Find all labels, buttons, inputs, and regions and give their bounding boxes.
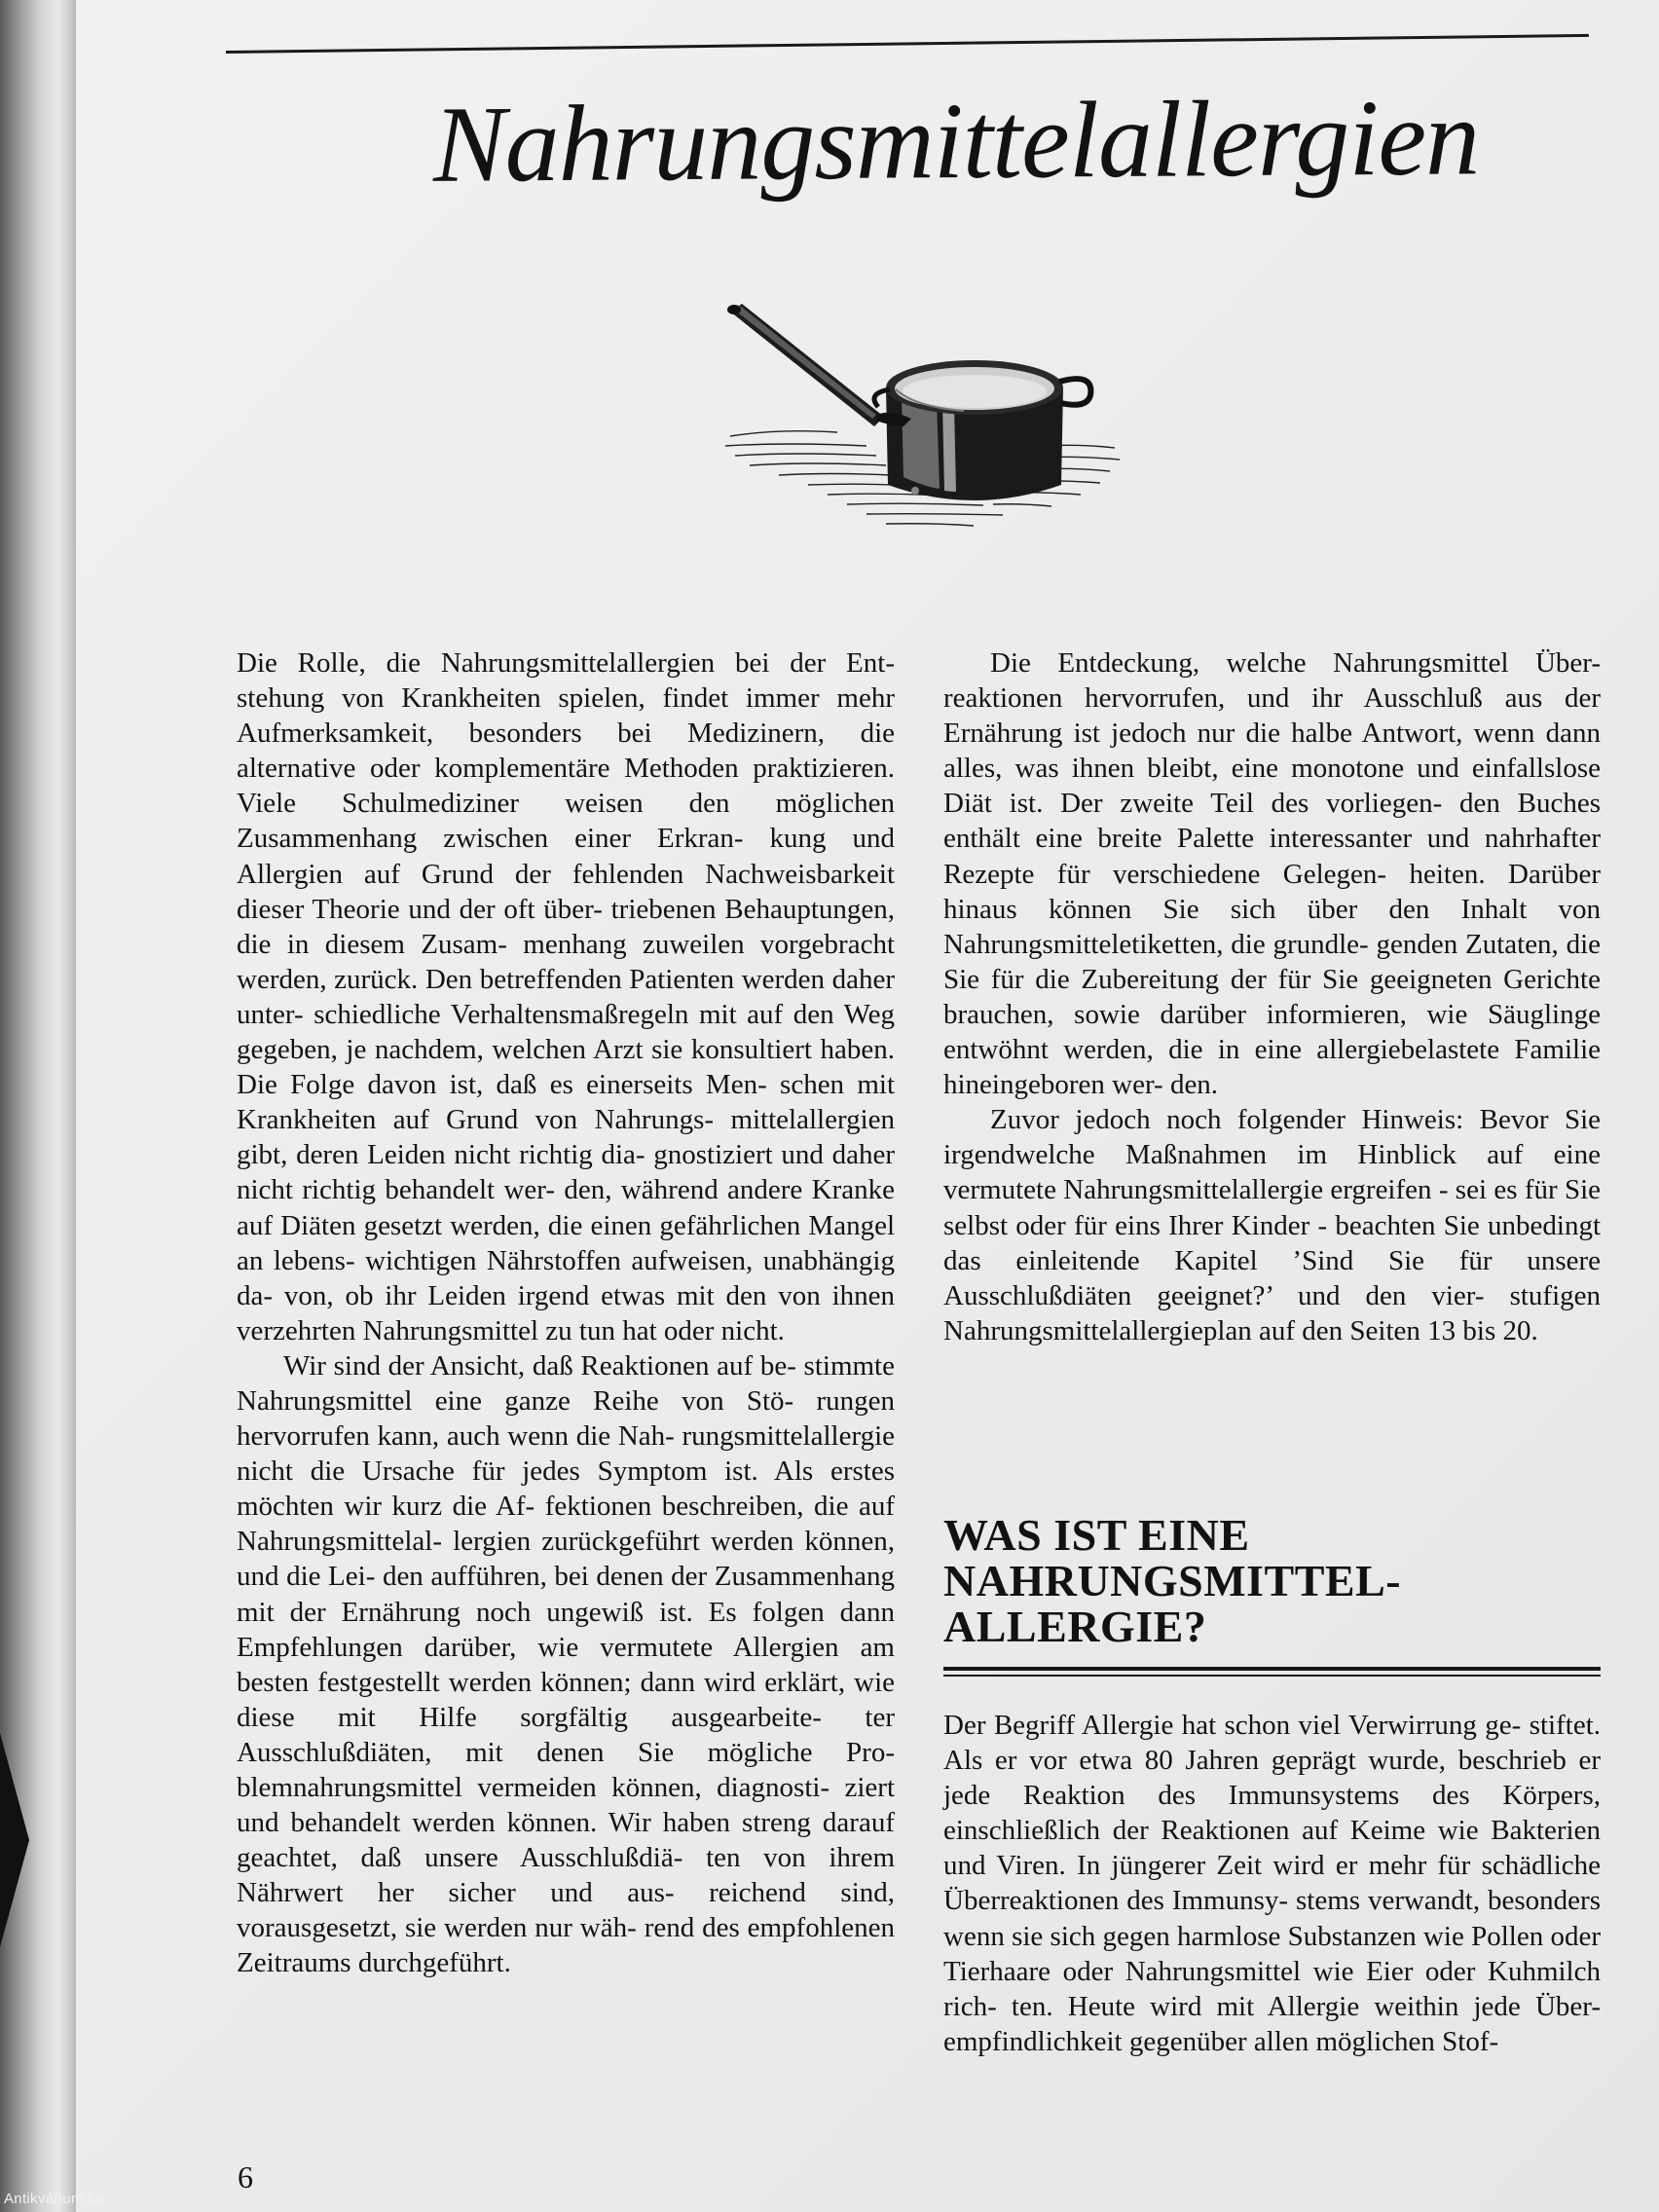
heading-line: WAS IST EINE bbox=[943, 1510, 1250, 1560]
text-line: wichtigen Nährstoffen aufweisen, unabhängig da- bbox=[237, 1244, 895, 1311]
text-line: erklärt, wie diese mit Hilfe sorgfältig ausgearbeite- bbox=[237, 1666, 896, 1733]
text-line: stehung von Krankheiten spielen, findet immer bbox=[237, 682, 837, 715]
text-line: Inhalt von Nahrungsmitteletiketten, die grundle- bbox=[943, 893, 1601, 960]
text-line: rungsmittelallergie nicht die Ursache für jedes bbox=[237, 1420, 896, 1488]
text-line: die alternative oder komplementäre Methoden bbox=[237, 718, 895, 785]
text-line: Sie geeigneten Gerichte brauchen, sowie darüber bbox=[943, 963, 1601, 1030]
section-heading bbox=[943, 1512, 1601, 1649]
text-line: blemnahrungsmittel vermeiden können, diagnosti- bbox=[237, 1772, 830, 1803]
left-column bbox=[237, 645, 895, 1981]
watermark-text: Antikvárium.hu bbox=[4, 2191, 105, 2207]
text-line: und nahrhafter Rezepte für verschiedene Gelegen- bbox=[943, 823, 1601, 890]
text-line: verzehrten Nahrungsmittel zu tun hat oder nicht. bbox=[237, 1314, 785, 1346]
text-line: harmlose Substanzen wie Pollen oder Tierhaare bbox=[943, 1920, 1601, 1987]
text-line: stems verwandt, besonders wenn sie sich gegen bbox=[943, 1885, 1601, 1952]
page-number: 6 bbox=[238, 2159, 253, 2194]
text-line: genden Zutaten, die Sie für die Zubereitung der für bbox=[943, 928, 1602, 995]
text-line: Empfehlungen darüber, wie vermutete Allergien bbox=[237, 1631, 861, 1663]
text-line: wie Bakterien und Viren. In jüngerer Zeit wird er bbox=[943, 1815, 1601, 1882]
text-line: unsere Ausschlußdiäten geeignet?’ und den vier- bbox=[943, 1244, 1601, 1311]
text-line: reichend sind, vorausgesetzt, sie werden nur wäh- bbox=[237, 1877, 895, 1944]
text-line: informieren, wie Säuglinge entwöhnt werden, die bbox=[943, 998, 1601, 1066]
text-line: vermutete Nahrungsmittelallergie ergreifen - sei es bbox=[943, 1174, 1525, 1206]
right-column bbox=[943, 645, 1601, 1348]
text-line: Körpers, einschließlich der Reaktionen auf Keime bbox=[943, 1780, 1601, 1847]
left-paragraph-2 bbox=[237, 1348, 895, 1981]
text-line: gegeben, je nachdem, welchen Arzt sie konsultiert bbox=[237, 1034, 821, 1066]
text-line: für Sie selbst oder für eins Ihrer Kinder - beachten bbox=[943, 1174, 1601, 1241]
text-line: reaktionen hervorrufen, und ihr Ausschluß aus der bbox=[943, 682, 1601, 715]
text-line: ziert und behandelt werden können. Wir haben bbox=[237, 1772, 896, 1839]
text-line: schen mit Krankheiten auf Grund von Nahrungs- bbox=[237, 1069, 896, 1136]
text-line: praktizieren. Viele Schulmediziner weisen den bbox=[237, 753, 895, 820]
text-line: ten von ihrem Nährwert her sicher und aus- bbox=[237, 1842, 896, 1909]
text-line: Der Begriff Allergie hat schon viel Verwirrung ge- bbox=[943, 1710, 1522, 1741]
text-line: Die Rolle, die Nahrungsmittelallergien bei der Ent- bbox=[237, 647, 895, 679]
text-line: werden, die einen gefährlichen Mangel an lebens- bbox=[237, 1209, 895, 1276]
text-line: stiftet. Als er vor etwa 80 Jahren geprägt wurde, bbox=[943, 1710, 1601, 1777]
ladle bbox=[727, 304, 884, 426]
text-line: ten. Heute wird mit Allergie weithin jede Über- bbox=[1011, 1990, 1602, 2022]
dark-corner-shape bbox=[0, 1733, 29, 1947]
text-line: stimmte Nahrungsmittel eine ganze Reihe von Stö- bbox=[237, 1349, 895, 1417]
text-line: fektionen beschreiben, die auf Nahrungsmittelal- bbox=[237, 1491, 895, 1558]
text-line: triebenen Behauptungen, die in diesem Zusam- bbox=[237, 893, 896, 960]
text-line: von, ob ihr Leiden irgend etwas mit den von ihnen bbox=[283, 1279, 895, 1311]
text-line: Ernährung ist jedoch nur die halbe Antwort, wenn bbox=[943, 718, 1546, 750]
text-line: mehr für schädliche Überreaktionen des Immunsy- bbox=[943, 1850, 1601, 1917]
text-line: gnostiziert und daher nicht richtig behandelt wer- bbox=[237, 1139, 895, 1206]
text-line: schiedliche Verhaltensmaßregeln mit auf den Weg bbox=[313, 998, 895, 1030]
heading-line: ALLERGIE? bbox=[943, 1602, 1207, 1651]
text-line: möglichen Zusammenhang zwischen einer Erkran- bbox=[237, 788, 895, 855]
section-body bbox=[943, 1708, 1601, 2059]
text-line: der Ernährung noch ungewiß ist. Es folgen dann bbox=[289, 1596, 896, 1628]
text-line: ter Ausschlußdiäten, mit denen Sie mögliche Pro- bbox=[237, 1701, 896, 1768]
section-rule bbox=[943, 1667, 1601, 1677]
text-line: den, während andere Kranke auf Diäten gesetzt bbox=[237, 1174, 895, 1241]
text-line: den aufführen, bei denen der Zusammenhang mit bbox=[237, 1561, 896, 1628]
text-line: Den betreffenden Patienten werden daher unter- bbox=[237, 963, 895, 1030]
right-paragraph-2 bbox=[943, 1102, 1601, 1348]
text-line: empfindlichkeit gegenüber allen möglichen Stof- bbox=[943, 2025, 1499, 2057]
text-line: streng darauf geachtet, daß unsere Ausschlußdiä- bbox=[237, 1807, 895, 1874]
text-line: heiten. Darüber hinaus können Sie sich über den bbox=[943, 858, 1602, 925]
text-line: haben. Die Folge davon ist, daß es einerseits Men- bbox=[237, 1034, 895, 1101]
text-line: Nachweisbarkeit dieser Theorie und der oft über- bbox=[237, 858, 895, 925]
text-line: mittelallergien gibt, deren Leiden nicht richtig dia- bbox=[237, 1104, 896, 1171]
text-line: Zuvor jedoch noch folgender Hinweis: Bevor bbox=[990, 1104, 1565, 1136]
text-line: 13 bis 20. bbox=[1427, 1314, 1538, 1346]
text-line: den. bbox=[1169, 1069, 1219, 1101]
text-line: rend des empfohlenen Zeitraums durchgeführt. bbox=[237, 1912, 896, 1979]
text-line: mehr Aufmerksamkeit, besonders bei Medizinern, bbox=[237, 682, 895, 750]
text-line: dann alles, was ihnen bleibt, eine monotone und bbox=[943, 718, 1601, 785]
book-spine-edge bbox=[0, 0, 78, 2212]
cooking-pot-illustration bbox=[720, 300, 1129, 543]
text-line: lergien zurückgeführt werden können, und die Lei- bbox=[237, 1526, 895, 1593]
text-line: stufigen Nahrungsmittelallergieplan auf den Seiten bbox=[943, 1279, 1601, 1346]
heading-line: NAHRUNGSMITTEL- bbox=[943, 1556, 1402, 1605]
text-line: kung und Allergien auf Grund der fehlenden bbox=[237, 823, 895, 890]
text-line: rungen hervorrufen kann, auch wenn die Nah- bbox=[237, 1384, 895, 1453]
text-line: in eine allergiebelastete Familie hineingeboren wer- bbox=[943, 1034, 1601, 1101]
chapter-title: Nahrungsmittelallergien bbox=[432, 77, 1480, 205]
text-line: den Buches enthält eine breite Palette interessanter bbox=[943, 788, 1602, 855]
text-line: Sie unbedingt das einleitende Kapitel ’Sind Sie für bbox=[943, 1209, 1601, 1276]
text-line: beschrieb er jede Reaktion des Immunsystems des bbox=[943, 1745, 1601, 1812]
text-line: einfallslose Diät ist. Der zweite Teil des vorliegen- bbox=[943, 753, 1601, 820]
text-line: Symptom ist. Als erstes möchten wir kurz die Af- bbox=[237, 1456, 895, 1523]
text-line: am besten festgestellt werden können; dann wird bbox=[237, 1631, 895, 1698]
text-line: menhang zuweilen vorgebracht werden, zurück. bbox=[237, 928, 895, 995]
right-paragraph-1 bbox=[943, 645, 1601, 1102]
text-line: Sie irgendwelche Maßnahmen im Hinblick auf eine bbox=[943, 1104, 1601, 1171]
pot bbox=[874, 360, 1090, 500]
left-paragraph-1 bbox=[237, 645, 895, 1348]
text-line: Wir sind der Ansicht, daß Reaktionen auf be- bbox=[283, 1349, 796, 1382]
text-line: oder Nahrungsmittel wie Eier oder Kuhmilch rich- bbox=[943, 1955, 1601, 2022]
section-paragraph bbox=[943, 1708, 1601, 2059]
text-line: Die Entdeckung, welche Nahrungsmittel Über- bbox=[990, 647, 1601, 679]
